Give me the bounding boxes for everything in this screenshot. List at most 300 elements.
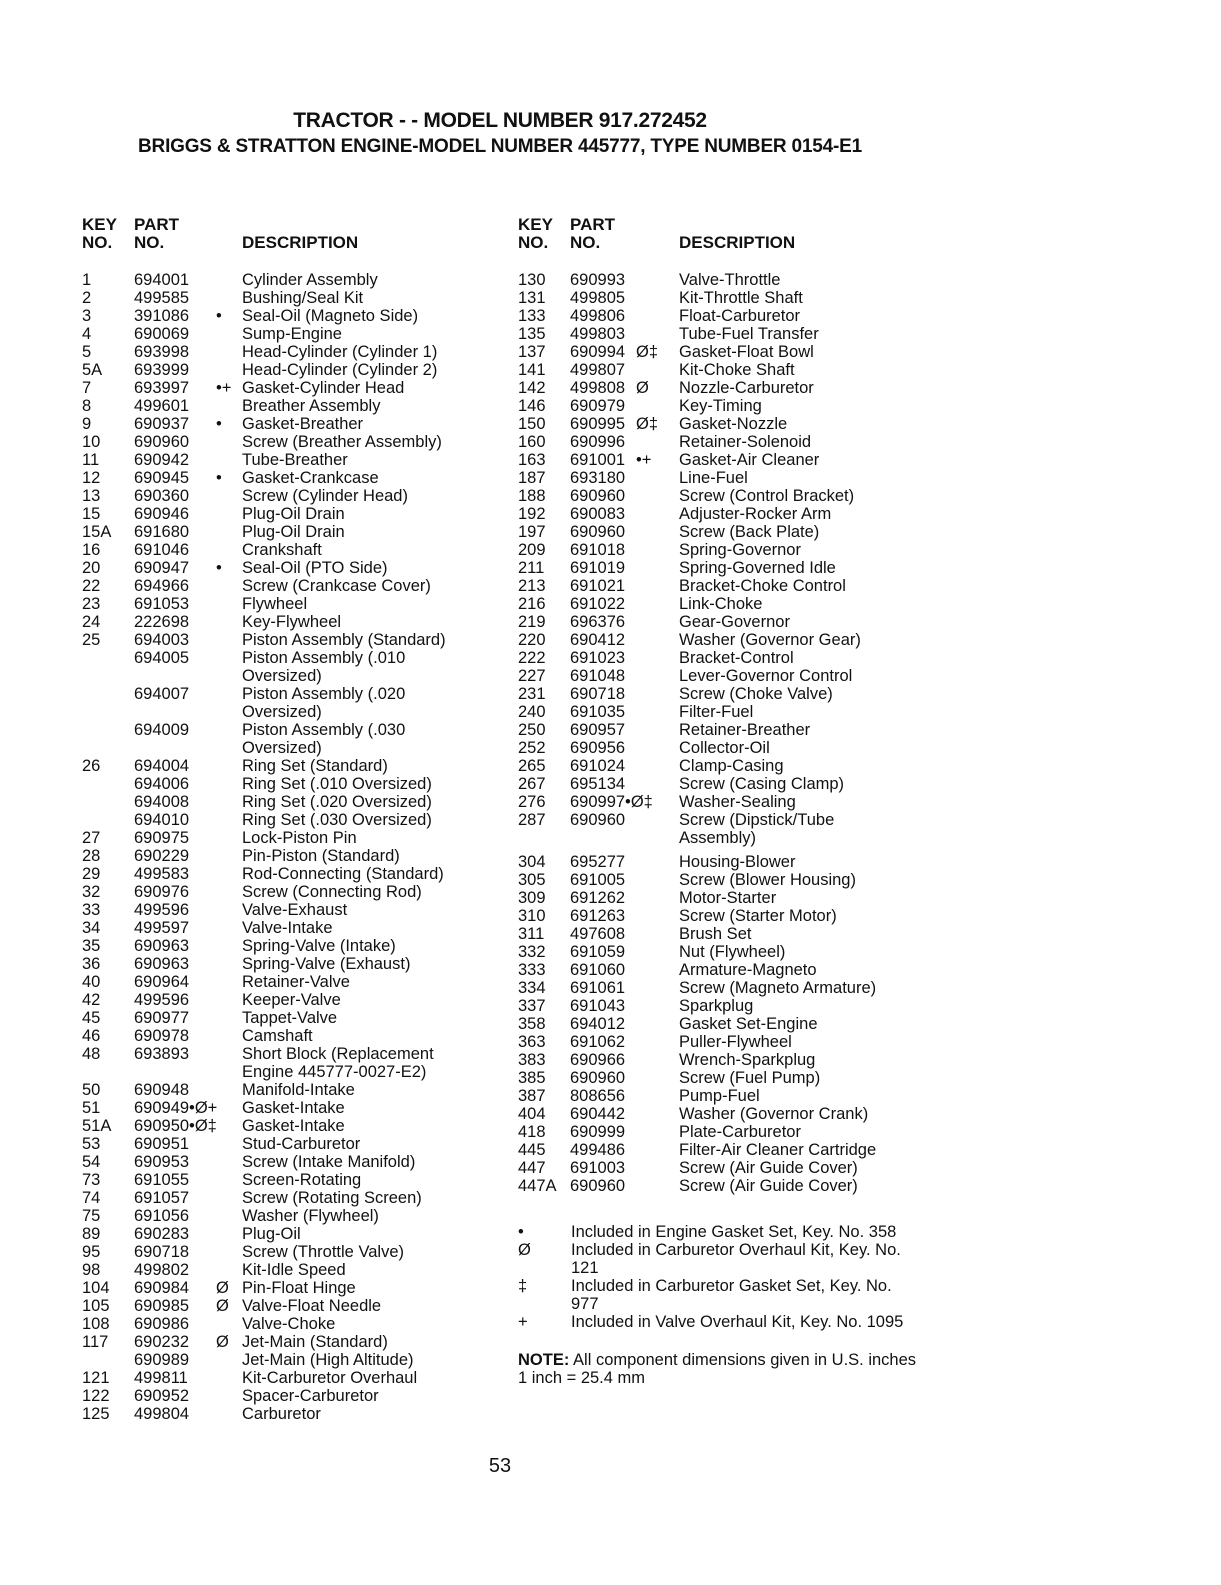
key-number: 387 [518,1087,546,1105]
part-number: 694005 [134,649,190,667]
part-description: Assembly) [679,829,757,847]
key-number: 163 [518,451,546,469]
key-number: 130 [518,271,546,289]
part-description: Gasket-Intake [242,1117,345,1135]
part-number: 691062 [570,1033,626,1051]
part-description: Gasket-Intake [242,1099,345,1117]
part-description: Filter-Air Cleaner Cartridge [679,1141,877,1159]
kit-mark: • [216,415,222,433]
table-row [82,1333,502,1351]
table-row [82,793,502,811]
key-number: 267 [518,775,546,793]
key-number: 40 [82,973,101,991]
part-number: 691043 [570,997,626,1015]
key-number: 50 [82,1081,101,1099]
row-line [82,1099,502,1117]
part-number: 691060 [570,961,626,979]
part-number: 691055 [134,1171,190,1189]
part-number: 497608 [570,925,626,943]
row-line [518,523,918,541]
key-number: 95 [82,1243,101,1261]
table-row [518,925,918,943]
part-number: 690069 [134,325,190,343]
part-number: 690952 [134,1387,190,1405]
table-row [82,865,502,883]
part-number: 499486 [570,1141,626,1159]
part-description: Motor-Starter [679,889,777,907]
row-line [518,961,918,979]
part-number: 694001 [134,271,190,289]
part-description: Clamp-Casing [679,757,784,775]
key-number: 188 [518,487,546,505]
row-line [82,487,502,505]
table-row [518,1105,918,1123]
part-description: Retainer-Breather [679,721,811,739]
part-description: Spring-Valve (Exhaust) [242,955,411,973]
part-description: Head-Cylinder (Cylinder 2) [242,361,438,379]
part-description: Head-Cylinder (Cylinder 1) [242,343,438,361]
part-description: Washer (Governor Crank) [679,1105,869,1123]
row-line [82,937,502,955]
row-line [82,1225,502,1243]
table-header [518,215,918,271]
part-description: Carburetor [242,1405,321,1423]
part-number: 690960 [134,433,190,451]
part-number: 690984 [134,1279,190,1297]
part-description: Gasket-Breather [242,415,364,433]
table-row [82,901,502,919]
row-line [82,1351,502,1369]
key-number: 15 [82,505,101,523]
part-description: Piston Assembly (.010 [242,649,406,667]
legend [518,1223,918,1331]
row-line [82,505,502,523]
part-number: 690993 [570,271,626,289]
row-line [82,703,502,721]
part-description: Gasket-Cylinder Head [242,379,405,397]
row-line [82,1189,502,1207]
legend-symbol: ‡ [518,1277,528,1295]
part-number: 694007 [134,685,190,703]
part-number: 499802 [134,1261,190,1279]
key-number: 447 [518,1159,546,1177]
row-line [82,973,502,991]
table-row [518,961,918,979]
key-number: 25 [82,631,101,649]
part-number: 690229 [134,847,190,865]
legend-text: Included in Carburetor Gasket Set, Key. No. 977 [571,1277,892,1313]
table-row [82,757,502,775]
key-number: 418 [518,1123,546,1141]
part-description: Oversized) [242,739,322,757]
row-line [82,325,502,343]
key-number: 15A [82,523,112,541]
part-description: Rod-Connecting (Standard) [242,865,444,883]
part-description: Plate-Carburetor [679,1123,801,1141]
part-number: 691019 [570,559,626,577]
part-number: 499803 [570,325,626,343]
part-number: 690997•Ø‡ [570,793,653,811]
part-description: Valve-Exhaust [242,901,348,919]
row-line [518,721,918,739]
row-line [518,451,918,469]
table-row [82,1171,502,1189]
key-number: 305 [518,871,546,889]
legend-symbol: • [518,1223,524,1241]
part-description: Screw (Throttle Valve) [242,1243,404,1261]
key-number: 46 [82,1027,101,1045]
part-description: Collector-Oil [679,739,770,757]
row-line [82,991,502,1009]
row-line [518,889,918,907]
key-number: 122 [82,1387,110,1405]
part-description: Housing-Blower [679,853,796,871]
key-number: 5A [82,361,103,379]
row-line [82,721,502,739]
table-row [82,631,502,649]
key-number: 27 [82,829,101,847]
part-description: Bushing/Seal Kit [242,289,364,307]
key-number: 445 [518,1141,546,1159]
table-row [82,361,502,379]
part-description: Float-Carburetor [679,307,801,325]
part-description: Gasket-Air Cleaner [679,451,820,469]
key-number: 311 [518,925,545,943]
part-number: 695134 [570,775,626,793]
legend-symbol: Ø [518,1241,531,1259]
key-number: 34 [82,919,101,937]
part-number: 691024 [570,757,626,775]
part-number: 690948 [134,1081,190,1099]
kit-mark: • [216,307,222,325]
part-number: 690963 [134,937,190,955]
part-description: Screw (Crankcase Cover) [242,577,431,595]
row-line [82,1405,502,1423]
part-description: Link-Choke [679,595,763,613]
table-row [518,853,918,871]
table-row [82,1243,502,1261]
part-number: 690977 [134,1009,190,1027]
part-number: 695277 [570,853,626,871]
part-description: Seal-Oil (Magneto Side) [242,307,419,325]
part-number: 690996 [570,433,626,451]
table-row [518,1159,918,1177]
part-description: Pin-Piston (Standard) [242,847,400,865]
part-number: 690960 [570,1177,626,1195]
row-line [518,997,918,1015]
row-line [518,343,918,361]
part-number: 694010 [134,811,190,829]
row-line [518,1123,918,1141]
legend-item [518,1241,918,1277]
table-row [82,1369,502,1387]
header-key-bottom: NO. [518,233,549,252]
table-row [82,433,502,451]
part-description: Screw (Choke Valve) [679,685,833,703]
part-number: 499596 [134,991,190,1009]
table-row [82,1315,502,1333]
key-number: 73 [82,1171,101,1189]
row-line [518,487,918,505]
table-row [82,1405,502,1423]
row-line [82,559,502,577]
note-label: NOTE: [518,1351,570,1369]
part-number: 690979 [570,397,626,415]
header-part-top: PART [134,215,180,234]
table-row [82,775,502,793]
page-title: TRACTOR - - MODEL NUMBER 917.272452 [293,109,707,132]
key-number: 32 [82,883,101,901]
table-row [82,451,502,469]
key-number: 105 [82,1297,110,1315]
kit-mark: Ø [216,1333,229,1351]
table-row [518,361,918,379]
part-number: 691022 [570,595,626,613]
part-number: 499583 [134,865,190,883]
row-line [82,1135,502,1153]
part-number: 499585 [134,289,190,307]
key-number: 7 [82,379,92,397]
row-line [82,1063,502,1081]
part-description: Screw (Connecting Rod) [242,883,422,901]
table-row [518,667,918,685]
part-description: Screw (Intake Manifold) [242,1153,416,1171]
legend-symbol: + [518,1313,528,1331]
key-number: 4 [82,325,92,343]
part-number: 694008 [134,793,190,811]
table-row [518,433,918,451]
key-number: 5 [82,343,92,361]
row-line [82,451,502,469]
row-line [518,1159,918,1177]
row-line [82,775,502,793]
page-subtitle: BRIGGS & STRATTON ENGINE-MODEL NUMBER 445777, TYPE NUMBER 0154-E1 [138,136,862,157]
row-line [518,559,918,577]
kit-mark: Ø [636,379,649,397]
row-line [82,649,502,667]
part-number: 690960 [570,1069,626,1087]
row-line [518,1141,918,1159]
key-number: 404 [518,1105,546,1123]
table-row [82,649,502,685]
header-key-top: KEY [82,215,117,234]
part-number: 391086 [134,307,190,325]
part-number: 691056 [134,1207,190,1225]
header-description: DESCRIPTION [242,233,359,252]
table-row [518,379,918,397]
part-number: 690976 [134,883,190,901]
row-line [82,919,502,937]
kit-mark: Ø‡ [636,415,659,433]
part-description: Screw (Cylinder Head) [242,487,408,505]
key-number: 13 [82,487,101,505]
row-line [82,469,502,487]
row-line [82,271,502,289]
row-line [518,667,918,685]
table-row [518,907,918,925]
part-number: 690718 [570,685,626,703]
key-number: 187 [518,469,546,487]
row-line [518,979,918,997]
table-row [518,757,918,775]
row-line [82,631,502,649]
key-number: 22 [82,577,101,595]
table-row [82,1027,502,1045]
row-line [82,829,502,847]
table-row [82,829,502,847]
table-row [82,955,502,973]
row-line [518,613,918,631]
part-description: Camshaft [242,1027,313,1045]
part-number: 222698 [134,613,190,631]
row-line [518,829,918,847]
part-number: 691021 [570,577,626,595]
part-description: Crankshaft [242,541,322,559]
table-row [518,979,918,997]
part-description: Valve-Float Needle [242,1297,382,1315]
part-number: 690947 [134,559,190,577]
row-line [518,703,918,721]
table-row [518,997,918,1015]
part-number: 691023 [570,649,626,667]
table-row [518,943,918,961]
table-row [82,541,502,559]
header-part-top: PART [570,215,616,234]
part-description: Kit-Choke Shaft [679,361,795,379]
part-description: Piston Assembly (Standard) [242,631,446,649]
table-row [518,1015,918,1033]
part-description: Filter-Fuel [679,703,754,721]
table-row [518,1177,918,1195]
table-row [82,559,502,577]
table-row [518,1069,918,1087]
part-number: 694004 [134,757,190,775]
row-line [518,397,918,415]
row-line [82,1081,502,1099]
part-description: Gasket-Float Bowl [679,343,814,361]
row-line [518,649,918,667]
part-description: Plug-Oil Drain [242,505,345,523]
row-line [82,901,502,919]
part-description: Spring-Governed Idle [679,559,836,577]
row-line [82,397,502,415]
row-line [82,1297,502,1315]
table-row [518,415,918,433]
part-description: Screw (Fuel Pump) [679,1069,821,1087]
row-line [82,541,502,559]
header-key-top: KEY [518,215,553,234]
part-number: 690232 [134,1333,190,1351]
row-line [82,757,502,775]
part-number: 693998 [134,343,190,361]
table-row [518,1087,918,1105]
part-number: 691035 [570,703,626,721]
table-row [82,487,502,505]
row-line [82,1117,502,1135]
part-description: Jet-Main (High Altitude) [242,1351,414,1369]
table-row [518,469,918,487]
row-line [82,1261,502,1279]
part-number: 499811 [134,1369,188,1387]
row-line [518,289,918,307]
row-line [82,361,502,379]
key-number: 227 [518,667,546,685]
part-number: 690946 [134,505,190,523]
row-line [82,1243,502,1261]
table-row [82,397,502,415]
table-row [518,343,918,361]
row-line [518,811,918,829]
key-number: 51A [82,1117,112,1135]
part-number: 693997 [134,379,190,397]
part-description: Piston Assembly (.030 [242,721,406,739]
part-number: 691057 [134,1189,190,1207]
key-number: 133 [518,307,546,325]
part-number: 691263 [570,907,626,925]
key-number: 220 [518,631,546,649]
part-description: Gasket Set-Engine [679,1015,818,1033]
part-description: Manifold-Intake [242,1081,355,1099]
table-row [518,595,918,613]
part-number: 693999 [134,361,190,379]
part-number: 691680 [134,523,190,541]
table-row [82,1135,502,1153]
key-number: 2 [82,289,92,307]
part-description: Cylinder Assembly [242,271,378,289]
part-description: Brush Set [679,925,752,943]
key-number: 35 [82,937,101,955]
part-description: Tube-Breather [242,451,348,469]
key-number: 131 [518,289,546,307]
table-row [82,343,502,361]
row-line [518,271,918,289]
key-number: 142 [518,379,546,397]
key-number: 213 [518,577,546,595]
table-row [82,523,502,541]
row-line [518,1033,918,1051]
row-line [518,757,918,775]
table-row [518,703,918,721]
part-number: 690412 [570,631,626,649]
row-line [518,1051,918,1069]
key-number: 146 [518,397,546,415]
row-line [82,613,502,631]
part-description: Screw (Control Bracket) [679,487,855,505]
part-description: Plug-Oil Drain [242,523,345,541]
key-number: 108 [82,1315,110,1333]
part-description: Washer (Governor Gear) [679,631,861,649]
part-description: Lock-Piston Pin [242,829,357,847]
row-line [82,847,502,865]
key-number: 309 [518,889,546,907]
row-line [82,1369,502,1387]
row-line [518,469,918,487]
part-description: Tube-Fuel Transfer [679,325,819,343]
part-description: Sump-Engine [242,325,342,343]
part-description: Retainer-Valve [242,973,350,991]
table-row [518,487,918,505]
part-number: 691003 [570,1159,626,1177]
table-row [518,451,918,469]
key-number: 265 [518,757,546,775]
part-description: Screw (Air Guide Cover) [679,1159,858,1177]
part-description: Washer (Flywheel) [242,1207,379,1225]
row-line [518,1087,918,1105]
key-number: 10 [82,433,101,451]
legend-item [518,1313,918,1331]
key-number: 53 [82,1135,101,1153]
part-description: Bracket-Choke Control [679,577,846,595]
